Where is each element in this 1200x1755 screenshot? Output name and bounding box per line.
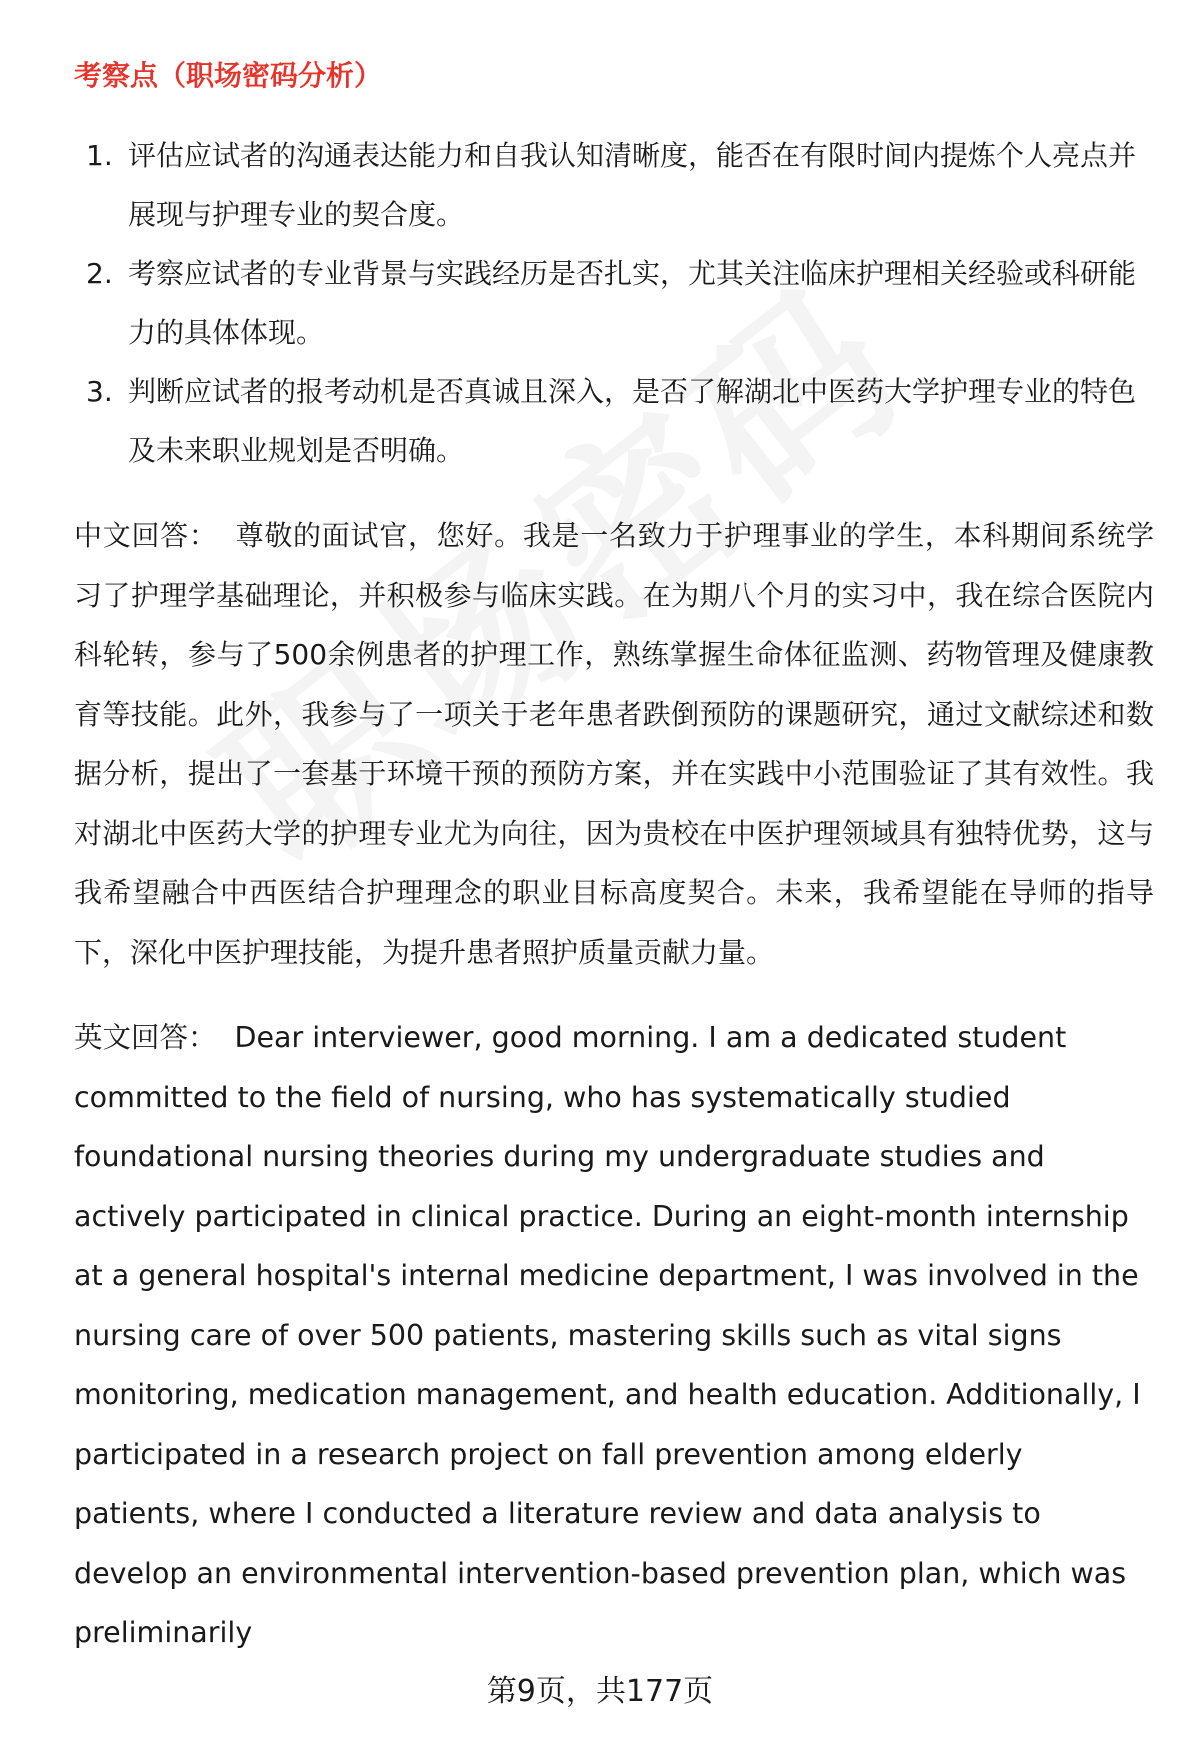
chinese-answer — [74, 506, 1154, 982]
english-answer — [74, 1008, 1154, 1663]
list-item-number: 1. — [86, 139, 113, 172]
chinese-answer-text: 尊敬的面试官，您好。我是一名致力于护理事业的学生，本科期间系统学习了护理学基础理论，并积极参与临床实践。在为期八个月的实习中，我在综合医院内科轮转，参与了500余例患者的护理工作，熟练掌握生命体征监测、药物管理及健康教育等技能。此外，我参与了一项关于老年患者跌倒预防的课题研究，通过文献综述和数据分析，提出了一套基于环境干预的预防方案，并在实践中小范围验证了其有效性。我对湖北中医药大学的护理专业尤为向往，因为贵校在中医护理领域具有独特优势，这与我希望融合中西医结合护理理念的职业目标高度契合。未来，我希望能在导师的指导下，深化中医护理技能，为提升患者照护质量贡献力量。 — [74, 519, 1154, 969]
assessment-points-list — [74, 126, 1154, 480]
page-content — [74, 56, 1154, 1663]
english-answer-text: Dear interviewer, good morning. I am a dedicated student committed to the field of nursing, who has systematically studied foundational nursing theories during my undergraduate studies and actively participated in clinical practice. During an eight-month internship at a general hospital's internal medicine department, I was involved in the nursing care of over 500 patients, mastering skills such as vital signs monitoring, medication management, and health education. Additionally, I participated in a research project on fall prevention among elderly patients, where I conducted a literature review and data analysis to develop an environmental intervention-based prevention plan, which was preliminarily — [74, 1021, 1141, 1649]
list-item-number: 3. — [86, 375, 113, 408]
section-heading: 考察点（职场密码分析） — [74, 59, 383, 92]
list-item-text: 评估应试者的沟通表达能力和自我认知清晰度，能否在有限时间内提炼个人亮点并展现与护理专业的契合度。 — [128, 139, 1137, 231]
list-item — [74, 244, 1154, 362]
list-item-text: 考察应试者的专业背景与实践经历是否扎实，尤其关注临床护理相关经验或科研能力的具体体现。 — [128, 257, 1137, 349]
list-item-text: 判断应试者的报考动机是否真诚且深入，是否了解湖北中医药大学护理专业的特色及未来职业规划是否明确。 — [128, 375, 1137, 467]
list-item — [74, 362, 1154, 480]
page-number-footer: 第9页，共177页 — [486, 1674, 714, 1709]
list-item — [74, 126, 1154, 244]
list-item-number: 2. — [86, 257, 113, 290]
chinese-answer-label: 中文回答： — [74, 519, 218, 552]
english-answer-label: 英文回答： — [74, 1021, 217, 1054]
